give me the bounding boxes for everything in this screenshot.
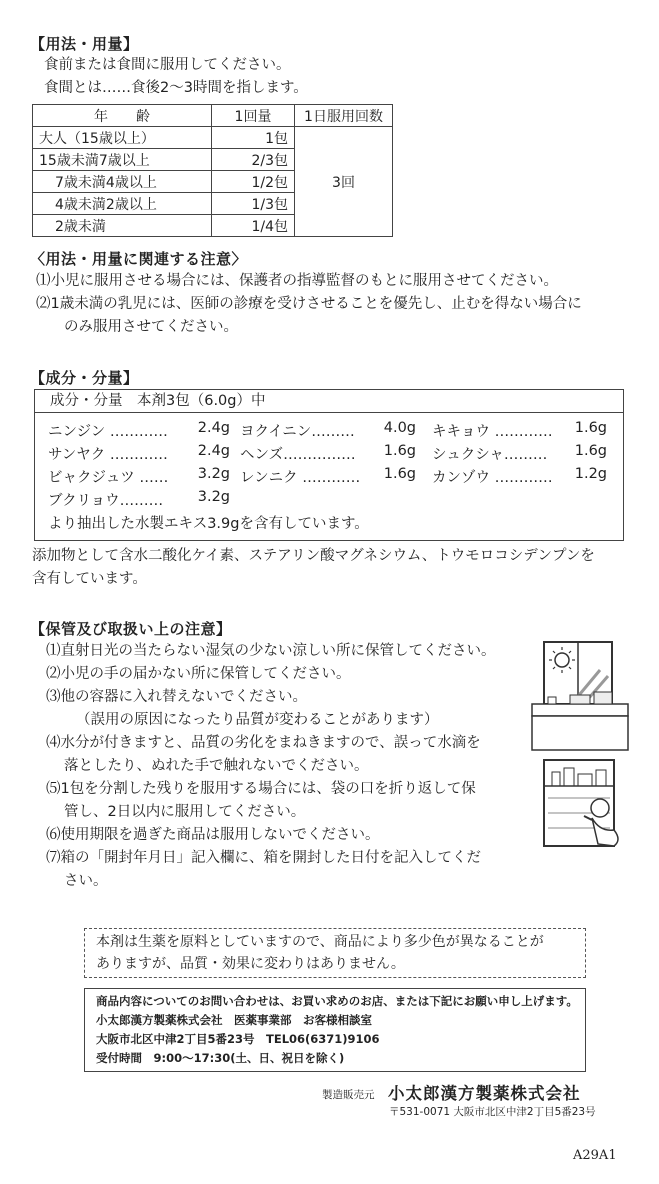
storage-line-2: ⑵小児の手の届かない所に保管してください。: [46, 666, 351, 682]
ingredient-amount: 1.6g: [574, 420, 607, 436]
ingredient-name: キキョウ …………: [432, 424, 553, 440]
contact-line-1: 商品内容についてのお問い合わせは、お買い求めのお店、または下記にお願い申し上げます。: [96, 994, 578, 1008]
storage-line-5-cont: 管し、2日以内に服用してください。: [64, 804, 306, 820]
table-cell-dose: 2/3包: [212, 149, 295, 171]
table-header-age: 年 齢: [33, 105, 212, 127]
table-header-dose: 1回量: [212, 105, 295, 127]
ingredient-amount: 1.2g: [574, 466, 607, 482]
table-cell-dose: 1/3包: [212, 193, 295, 215]
table-cell-age: 2歳未満: [33, 215, 212, 237]
ingredient-name: シュクシャ………: [432, 447, 548, 463]
maker-label: 製造販売元: [322, 1089, 375, 1101]
ingredient-amount: 1.6g: [383, 466, 416, 482]
storage-line-6: ⑹使用期限を過ぎた商品は服用しないでください。: [46, 827, 380, 843]
table-header-times: 1日服用回数: [295, 105, 393, 127]
ingredient-name: ヨクイニン………: [240, 424, 355, 440]
table-cell-age: 15歳未満7歳以上: [33, 149, 212, 171]
contact-line-4: 受付時間 9:00～17:30(土、日、祝日を除く): [96, 1051, 345, 1065]
usage-heading: 【用法・用量】: [30, 35, 139, 53]
storage-line-5: ⑸1包を分割した残りを服用する場合には、袋の口を折り返して保: [46, 781, 476, 797]
usage-note-2-cont: のみ服用させてください。: [64, 319, 238, 335]
ingredients-heading: 【成分・分量】: [30, 369, 139, 387]
window-sunlight-illustration: [530, 640, 630, 752]
usage-note-1: ⑴小児に服用させる場合には、保護者の指導監督のもとに服用させてください。: [36, 273, 558, 289]
color-notice-line-1: 本剤は生薬を原料としていますので、商品により多少色が異なることが: [96, 934, 544, 950]
ingredient-name: ニンジン …………: [48, 424, 168, 440]
ingredients-extract: より抽出した水製エキス3.9gを含有しています。: [48, 516, 369, 532]
usage-line-2: 食間とは……食後2～3時間を指します。: [44, 80, 308, 96]
dosage-table: [32, 104, 393, 237]
ingredient-name: ビャクジュツ ……: [48, 470, 169, 486]
storage-line-4: ⑷水分が付きますと、品質の劣化をまねきますので、誤って水滴を: [46, 735, 481, 751]
maker-address: 〒531-0071 大阪市北区中津2丁目5番23号: [389, 1106, 596, 1118]
storage-line-7: ⑺箱の「開封年月日」記入欄に、箱を開封した日付を記入してくだ: [46, 850, 481, 866]
usage-notes-heading: 〈用法・用量に関連する注意〉: [30, 250, 248, 268]
ingredient-name: レンニク …………: [240, 470, 361, 486]
child-reach-illustration: [540, 758, 632, 850]
color-notice-line-2: ありますが、品質・効果に変わりはありません。: [96, 956, 405, 972]
additives-line-1: 添加物として含水二酸化ケイ素、ステアリン酸マグネシウム、トウモロコシデンプンを: [32, 548, 595, 564]
ingredient-name: サンヤク …………: [48, 447, 168, 463]
storage-heading: 【保管及び取扱い上の注意】: [30, 620, 232, 638]
ingredient-amount: 2.4g: [197, 443, 230, 459]
ingredient-amount: 4.0g: [383, 420, 416, 436]
table-cell-times: 3回: [295, 127, 393, 237]
ingredient-amount: 3.2g: [197, 489, 230, 505]
table-cell-age: 大人（15歳以上）: [33, 127, 212, 149]
table-cell-dose: 1/4包: [212, 215, 295, 237]
storage-line-4-cont: 落としたり、ぬれた手で触れないでください。: [64, 758, 369, 774]
additives-line-2: 含有しています。: [32, 571, 147, 587]
document-code: A29A1: [573, 1148, 617, 1163]
table-cell-age: 4歳未満2歳以上: [33, 193, 212, 215]
storage-line-1: ⑴直射日光の当たらない湿気の少ない涼しい所に保管してください。: [46, 643, 496, 659]
ingredient-name: ヘンズ……………: [240, 447, 356, 463]
ingredient-amount: 3.2g: [197, 466, 230, 482]
maker-name: 小太郎漢方製薬株式会社: [388, 1084, 581, 1103]
ingredient-amount: 1.6g: [383, 443, 416, 459]
ingredient-name: ブクリョウ………: [48, 493, 164, 509]
usage-line-1: 食前または食間に服用してください。: [44, 57, 291, 73]
ingredient-amount: 2.4g: [197, 420, 230, 436]
table-cell-age: 7歳未満4歳以上: [33, 171, 212, 193]
contact-line-3: 大阪市北区中津2丁目5番23号 TEL06(6371)9106: [96, 1032, 380, 1046]
table-cell-dose: 1/2包: [212, 171, 295, 193]
contact-line-2: 小太郎漢方製薬株式会社 医薬事業部 お客様相談室: [96, 1013, 372, 1027]
usage-note-2: ⑵1歳未満の乳児には、医師の診療を受けさせることを優先し、止むを得ない場合に: [36, 296, 582, 312]
ingredient-name: カンゾウ …………: [432, 470, 553, 486]
ingredients-box-header: 成分・分量 本剤3包（6.0g）中: [50, 393, 266, 409]
ingredient-amount: 1.6g: [574, 443, 607, 459]
table-cell-dose: 1包: [212, 127, 295, 149]
storage-line-3-note: （誤用の原因になったり品質が変わることがあります）: [76, 712, 439, 728]
storage-line-3: ⑶他の容器に入れ替えないでください。: [46, 689, 307, 705]
storage-line-7-cont: さい。: [64, 873, 108, 889]
